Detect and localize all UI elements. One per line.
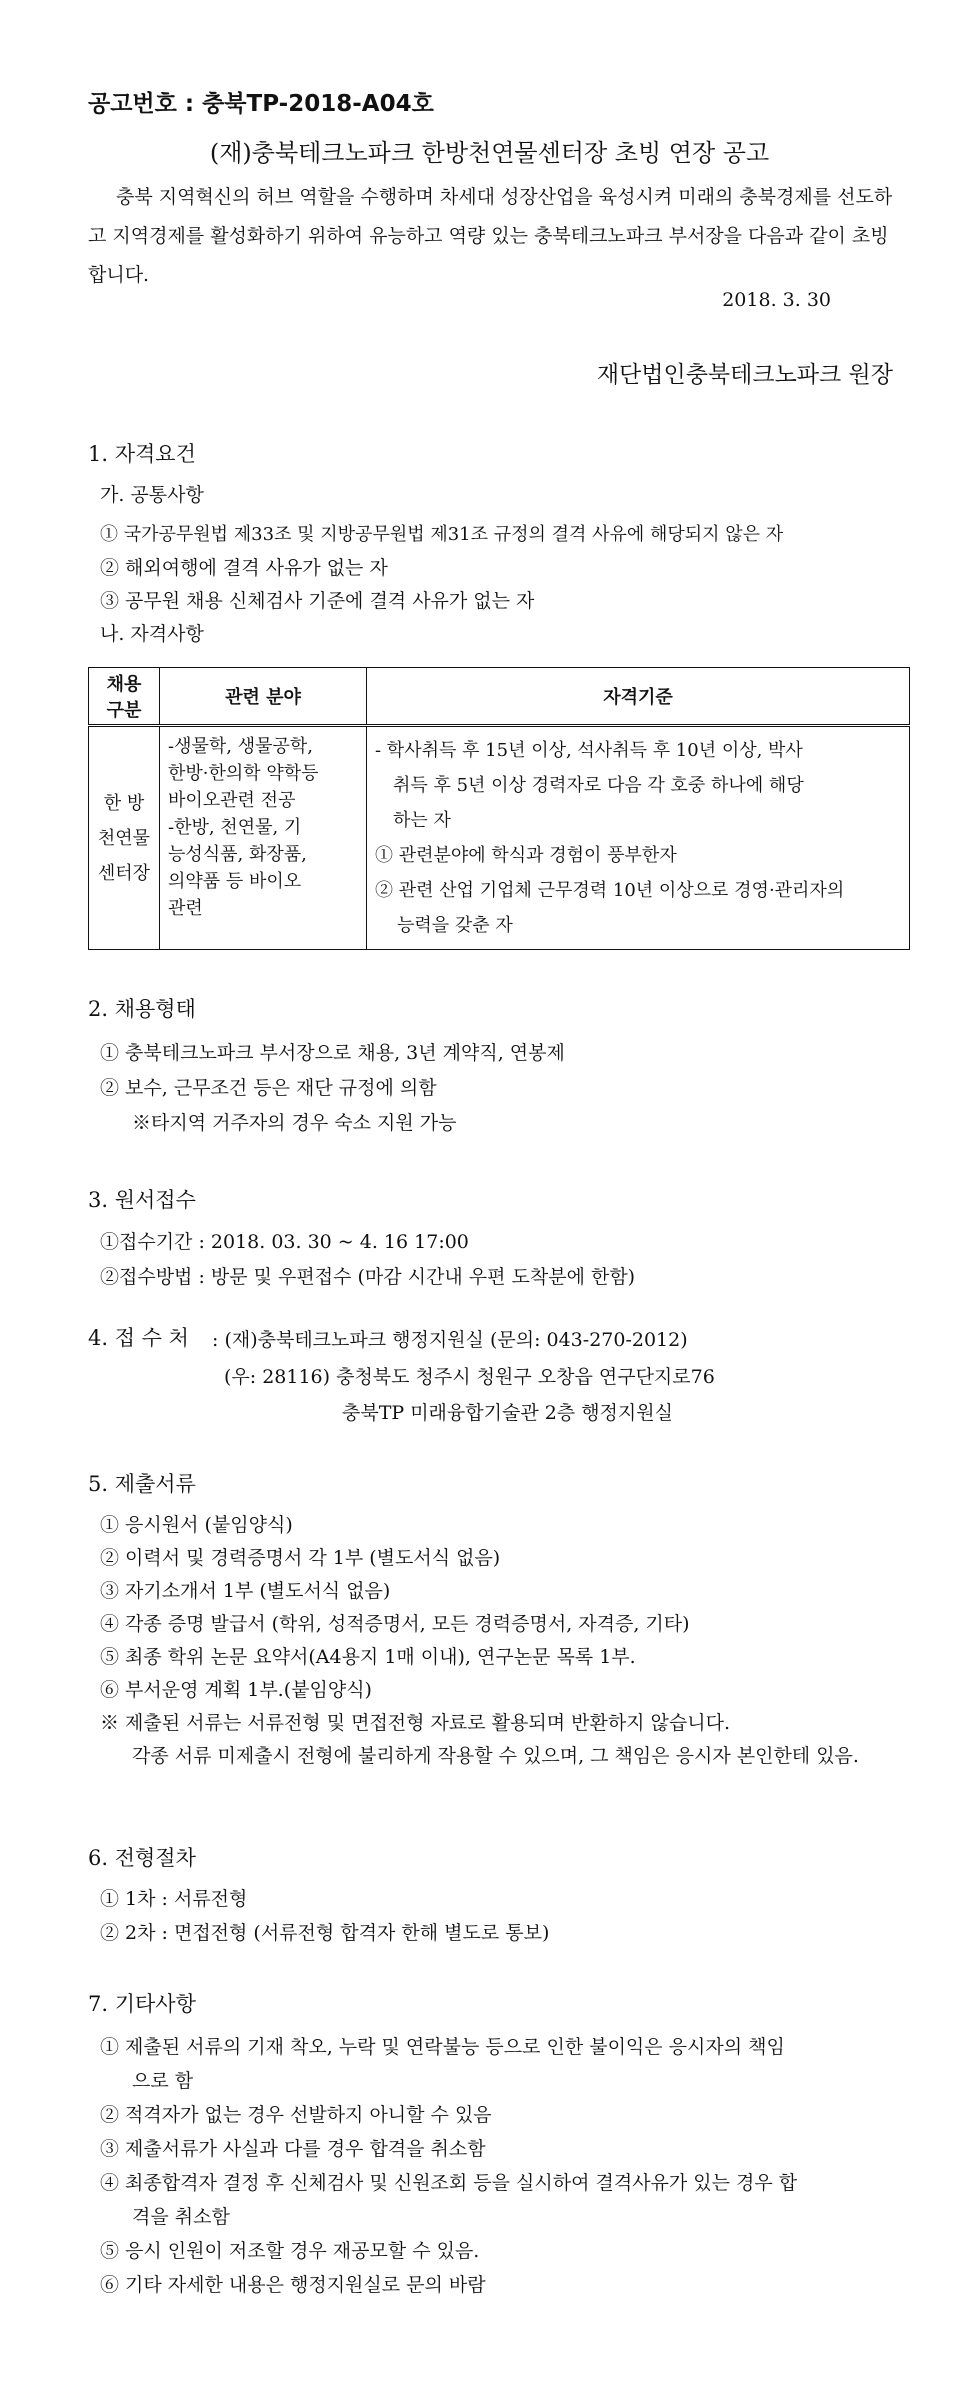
- other-item-4: ④ 최종합격자 결정 후 신체검사 및 신원조회 등을 실시하여 결격사유가 있는 경우 합: [100, 2172, 798, 2194]
- field-line: 바이오관련 전공: [168, 790, 296, 811]
- document-item-6: ⑥ 부서운영 계획 1부.(붙임양식): [100, 1679, 372, 1701]
- reception-building: 충북TP 미래융합기술관 2층 행정지원실: [342, 1402, 673, 1424]
- document-item-2: ② 이력서 및 경력증명서 각 1부 (별도서식 없음): [100, 1547, 501, 1569]
- qualification-item-2: ② 해외여행에 결격 사유가 없는 자: [100, 557, 388, 579]
- field-line: -한방, 천연물, 기: [168, 817, 302, 838]
- header-category: 채용 구분: [89, 668, 160, 726]
- section-1-sub-a: 가. 공통사항: [100, 484, 204, 506]
- application-period: ①접수기간 : 2018. 03. 30 ~ 4. 16 17:00: [100, 1231, 469, 1253]
- field-line: 의약품 등 바이오: [168, 871, 302, 892]
- section-1-sub-b: 나. 자격사항: [100, 623, 204, 645]
- criteria-line: 능력을 갖춘 자: [397, 915, 513, 936]
- other-item-1-cont: 으로 함: [132, 2070, 194, 2092]
- qualification-table: [88, 667, 910, 950]
- selection-step-2: ② 2차 : 면접전형 (서류전형 합격자 한해 별도로 통보): [100, 1922, 550, 1944]
- other-item-1: ① 제출된 서류의 기재 착오, 누락 및 연락불능 등으로 인한 불이익은 응시자의 책임: [100, 2036, 785, 2058]
- other-item-4-cont: 격을 취소함: [132, 2206, 230, 2228]
- notice-number: 공고번호 : 충북TP-2018-A04호: [88, 91, 434, 117]
- field-line: 관련: [168, 898, 203, 919]
- qualification-item-1: ① 국가공무원법 제33조 및 지방공무원법 제31조 규정의 결격 사유에 해당되지 않은 자: [100, 524, 784, 545]
- section-2-heading: 2. 채용형태: [88, 997, 196, 1021]
- selection-step-1: ① 1차 : 서류전형: [100, 1888, 248, 1910]
- header-field: 관련 분야: [160, 668, 367, 726]
- issuing-organization: 재단법인충북테크노파크 원장: [596, 362, 893, 388]
- criteria-line: ② 관련 산업 기업체 근무경력 10년 이상으로 경영·관리자의: [375, 880, 845, 901]
- notice-date: 2018. 3. 30: [722, 289, 831, 311]
- section-7-heading: 7. 기타사항: [88, 1992, 196, 2016]
- document-item-5: ⑤ 최종 학위 논문 요약서(A4용지 1매 이내), 연구논문 목록 1부.: [100, 1646, 636, 1668]
- criteria-cell: [367, 726, 910, 950]
- document-note-1: ※ 제출된 서류는 서류전형 및 면접전형 자료로 활용되며 반환하지 않습니다.: [100, 1712, 731, 1734]
- employment-item-2: ② 보수, 근무조건 등은 재단 규정에 의함: [100, 1077, 437, 1099]
- field-line: -생물학, 생물공학,: [168, 736, 313, 757]
- section-3-heading: 3. 원서접수: [88, 1188, 196, 1212]
- field-line: 한방·한의학 약학등: [168, 763, 319, 784]
- other-item-3: ③ 제출서류가 사실과 다를 경우 합격을 취소함: [100, 2138, 486, 2160]
- table-row: [89, 726, 910, 950]
- field-cell: [160, 726, 367, 950]
- document-item-4: ④ 각종 증명 발급서 (학위, 성적증명서, 모든 경력증명서, 자격증, 기타): [100, 1613, 690, 1635]
- criteria-line: 하는 자: [393, 810, 451, 831]
- other-item-2: ② 적격자가 없는 경우 선발하지 아니할 수 있음: [100, 2104, 492, 2126]
- category-cell: 한 방 천연물 센터장: [89, 726, 160, 950]
- section-5-heading: 5. 제출서류: [88, 1472, 196, 1496]
- field-line: 능성식품, 화장품,: [168, 844, 307, 865]
- document-item-3: ③ 자기소개서 1부 (별도서식 없음): [100, 1580, 391, 1602]
- document-item-1: ① 응시원서 (붙임양식): [100, 1514, 293, 1536]
- criteria-line: 취득 후 5년 이상 경력자로 다음 각 호중 하나에 해당: [393, 775, 804, 796]
- intro-paragraph: 충북 지역혁신의 허브 역할을 수행하며 차세대 성장산업을 육성시켜 미래의 충북경제를 선도하고 지역경제를 활성화하기 위하여 유능하고 역량 있는 충북테크노파크 부서장을 다음과 같이 초빙 합니다.: [88, 186, 893, 286]
- reception-address: (우: 28116) 충청북도 청주시 청원구 오창읍 연구단지로76: [224, 1366, 715, 1388]
- criteria-line: ① 관련분야에 학식과 경험이 풍부한자: [375, 845, 677, 866]
- reception-office: : (재)충북테크노파크 행정지원실 (문의: 043-270-2012): [212, 1329, 688, 1351]
- notice-title: (재)충북테크노파크 한방천연물센터장 초빙 연장 공고: [209, 139, 770, 167]
- table-header-row: [89, 668, 910, 726]
- section-6-heading: 6. 전형절차: [88, 1846, 196, 1870]
- employment-item-1: ① 충북테크노파크 부서장으로 채용, 3년 계약직, 연봉제: [100, 1042, 565, 1064]
- qualification-item-3: ③ 공무원 채용 신체검사 기준에 결격 사유가 없는 자: [100, 590, 535, 612]
- other-item-5: ⑤ 응시 인원이 저조할 경우 재공모할 수 있음.: [100, 2240, 480, 2262]
- section-1-heading: 1. 자격요건: [88, 442, 196, 466]
- header-criteria: 자격기준: [367, 668, 910, 726]
- section-4-heading: 4. 접 수 처: [88, 1326, 189, 1350]
- other-item-6: ⑥ 기타 자세한 내용은 행정지원실로 문의 바람: [100, 2274, 486, 2296]
- employment-note: ※타지역 거주자의 경우 숙소 지원 가능: [132, 1112, 457, 1134]
- document-note-2: 각종 서류 미제출시 전형에 불리하게 작용할 수 있으며, 그 책임은 응시자 본인한테 있음.: [132, 1745, 859, 1767]
- criteria-line: - 학사취득 후 15년 이상, 석사취득 후 10년 이상, 박사: [375, 740, 803, 761]
- application-method: ②접수방법 : 방문 및 우편접수 (마감 시간내 우편 도착분에 한함): [100, 1266, 636, 1288]
